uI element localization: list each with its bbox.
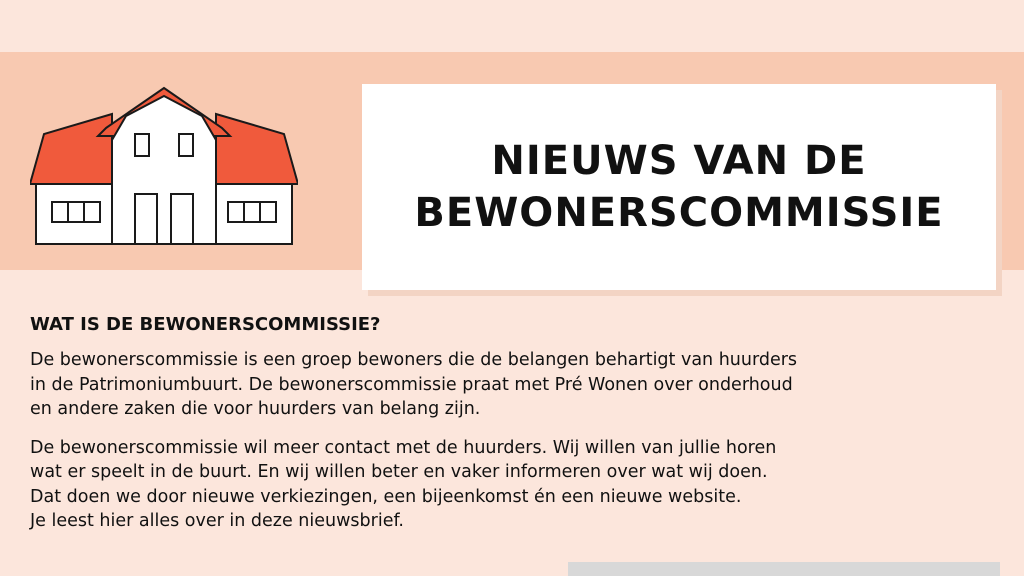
paragraph-line: Je leest hier alles over in deze nieuwsbrief.: [30, 511, 404, 531]
paragraph-line: wat er speelt in de buurt. En wij willen beter en vaker informeren over wat wij doen.: [30, 462, 768, 482]
paragraph-line: in de Patrimoniumbuurt. De bewonerscommissie praat met Pré Wonen over onderhoud: [30, 374, 793, 395]
title-box: [362, 84, 996, 290]
house-icon: [30, 86, 298, 248]
page-title: [414, 135, 943, 239]
image-placeholder: [568, 562, 1000, 576]
section-heading: WAT IS DE BEWONERSCOMMISSIE?: [30, 314, 381, 335]
paragraph-line: De bewonerscommissie wil meer contact met de huurders. Wij willen van jullie horen: [30, 437, 777, 458]
title-line: NIEUWS VAN DE: [491, 138, 867, 184]
article: [30, 312, 990, 534]
paragraph-line: en andere zaken die voor huurders van belang zijn.: [30, 399, 481, 419]
paragraph-intro: [30, 348, 990, 422]
paragraph-line: Dat doen we door nieuwe verkiezingen, een bijeenkomst én een nieuwe website.: [30, 486, 742, 507]
paragraph-line: De bewonerscommissie is een groep bewoners die de belangen behartigt van huurders: [30, 350, 798, 370]
paragraph-contact: [30, 436, 990, 534]
title-line: BEWONERSCOMMISSIE: [414, 190, 944, 236]
